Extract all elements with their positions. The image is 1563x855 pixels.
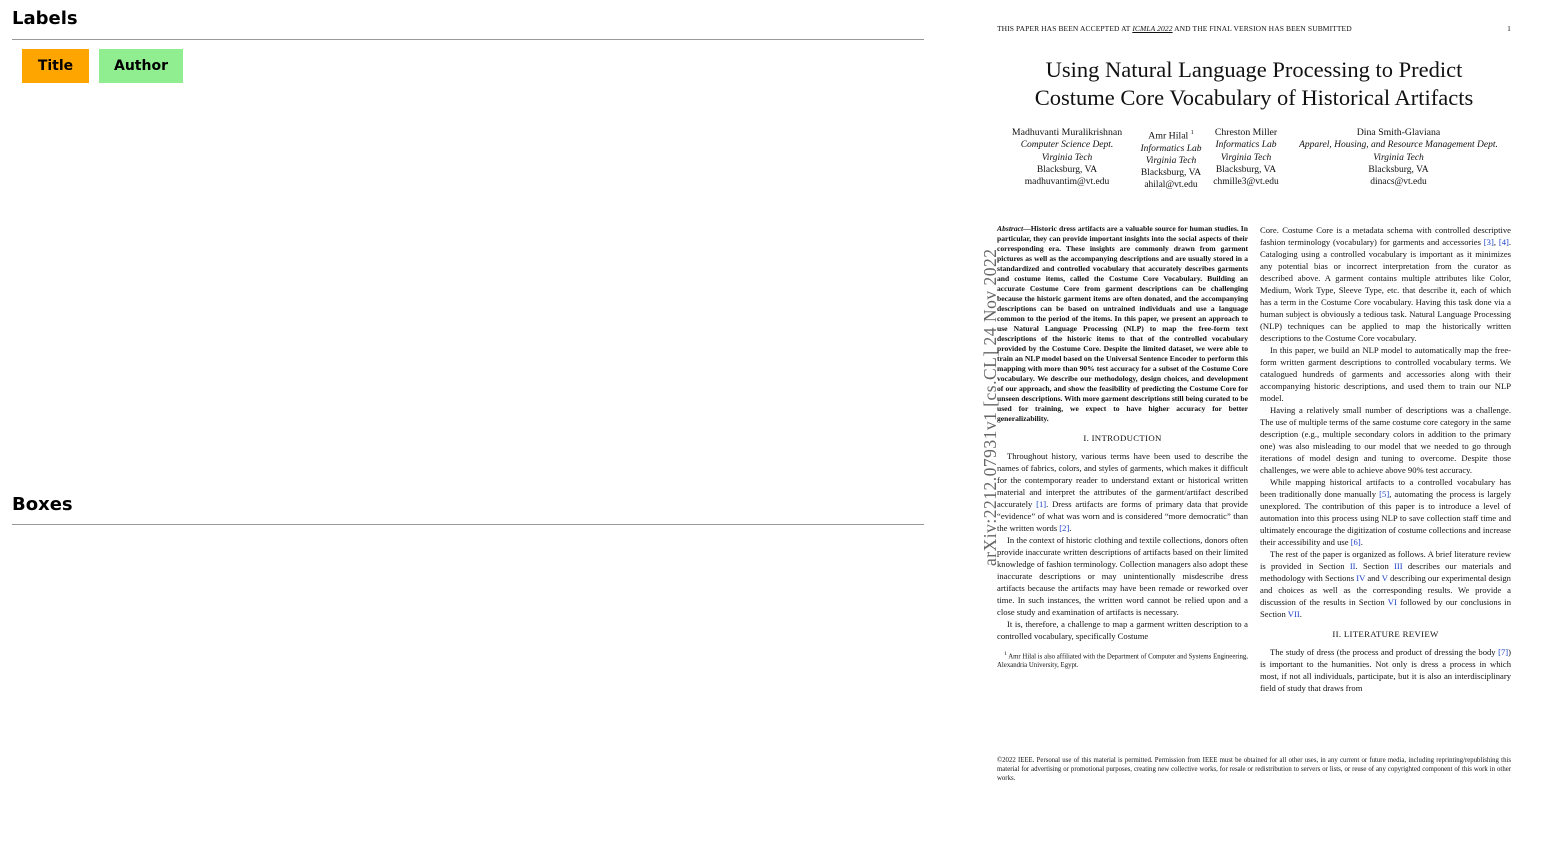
- text-run: While mapping historical artifacts to a controlled vocabulary has been traditionally done manually: [1260, 477, 1511, 499]
- author-name: Chreston Miller: [1214, 127, 1278, 138]
- text-run: . Cataloging using a controlled vocabulary is important as it minimizes any potential bias or incorrect interpretation from the curator as described above. A garment contains multiple attributes like Color, Medium, Work Type, Sleeve Type, etc. that describe it, each of which has a term in the Costume Core vocabulary. Having this task done via a human subject is obviously a tedious task. Natural Language Processing (NLP) techniques can be applied to map the historically written descriptions to the Costume Core vocabulary.: [1260, 237, 1512, 343]
- labels-divider: [12, 39, 924, 40]
- author-city: Blacksburg, VA: [1215, 164, 1277, 175]
- text-run: describing our experimental design and choices as well as the corresponding results. We provide a discussion of the results in Section: [1260, 573, 1511, 607]
- paper-title: [997, 56, 1511, 112]
- author-email: dinacs@vt.edu: [1370, 177, 1427, 188]
- author-dept: Apparel, Housing, and Resource Management Dept.: [1299, 140, 1498, 151]
- text-run: and: [1365, 573, 1382, 583]
- paragraph: [1260, 646, 1511, 694]
- section-link[interactable]: II: [1349, 561, 1356, 571]
- author-org: Virginia Tech: [1220, 152, 1272, 163]
- author-2: [1131, 127, 1211, 192]
- left-column: [997, 224, 1248, 670]
- section-heading-introduction: I. INTRODUCTION: [1083, 433, 1162, 443]
- text-run: . Dress artifacts are forms of primary data that provide “evidence” of what was worn and is considered “more democratic” than the written words: [997, 499, 1248, 533]
- text-run: .: [1069, 523, 1072, 533]
- header-venue: ICMLA 2022: [1132, 24, 1173, 33]
- text-run: , automating the process is largely unexplored. The contribution of this paper is to introduce a level of automation into this process using NLP to save collection staff time and ultimately encourage the digitization of costume collections and increase their accessibility and use: [1260, 489, 1511, 547]
- right-column: [1260, 224, 1511, 694]
- title-line-1: Using Natural Language Processing to Predict: [1045, 57, 1463, 82]
- header-tail: AND THE FINAL VERSION HAS BEEN SUBMITTED: [1172, 24, 1352, 33]
- footnote: [997, 650, 1248, 670]
- section-link[interactable]: V: [1381, 573, 1388, 583]
- author-affil-sup: 1: [1190, 130, 1194, 136]
- paragraph: [997, 450, 1248, 534]
- labels-section-title: Labels: [12, 8, 78, 29]
- paragraph: In this paper, we build an NLP model to automatically map the free-form written garment descriptions to controlled vocabulary terms. We catalogued hundreds of garments and accessories along with their accompanying historic descriptions, and used them to train our NLP model.: [1260, 345, 1511, 403]
- text-run: .: [1360, 537, 1363, 547]
- text-run: Core. Costume Core is a metadata schema with controlled descriptive fashion terminology (vocabulary) for garments and accessories: [1260, 225, 1511, 247]
- section-link[interactable]: VI: [1387, 597, 1397, 607]
- author-3: [1207, 127, 1285, 188]
- author-4: [1286, 127, 1511, 188]
- author-email: chmille3@vt.edu: [1213, 177, 1279, 188]
- text-run: describes our materials and methodology with Sections: [1260, 561, 1512, 583]
- text-run: . Section: [1355, 561, 1395, 571]
- section-heading-literature-review: II. LITERATURE REVIEW: [1332, 629, 1439, 639]
- arxiv-stamp-text: arXiv:2212.07931v1 [cs.CL] 24 Nov 2022: [980, 248, 1000, 566]
- citation-link[interactable]: [5]: [1379, 489, 1390, 499]
- text-run: ) is important to the humanities. Not only is dress a process in which most, if not all individuals, participate, but it is also an interdisciplinary field of study that draws from: [1260, 647, 1511, 693]
- citation-link[interactable]: [7]: [1498, 647, 1509, 657]
- paragraph: [1260, 476, 1511, 548]
- text-run: .: [1299, 609, 1302, 619]
- text-run: ,: [1493, 237, 1499, 247]
- boxes-divider: [12, 524, 924, 525]
- title-label-button[interactable]: Title: [22, 49, 89, 83]
- page-number: 1: [1507, 24, 1511, 33]
- paragraph: It is, therefore, a challenge to map a garment written description to a controlled vocabulary, specifically Costume: [997, 619, 1248, 641]
- paper-page-image[interactable]: [960, 0, 1563, 855]
- author-city: Blacksburg, VA: [1368, 164, 1429, 175]
- citation-link[interactable]: [3]: [1483, 237, 1494, 247]
- author-city: Blacksburg, VA: [1140, 168, 1202, 179]
- citation-link[interactable]: [2]: [1059, 523, 1070, 533]
- author-org: Virginia Tech: [1373, 152, 1424, 163]
- paragraph: [1260, 548, 1511, 620]
- paragraph: Having a relatively small number of descriptions was a challenge. The use of multiple terms of the same costume core category in the same description (e.g., multiple secondary colors in addition to the primary one) was also misleading to our model that we needed to go through iterations of model design and tuning to overcome. Despite those challenges, we were able to achieve above 90% test accuracy.: [1260, 405, 1511, 475]
- author-dept: Computer Science Dept.: [1020, 140, 1114, 151]
- citation-link[interactable]: [6]: [1350, 537, 1361, 547]
- arxiv-stamp: [958, 216, 1000, 566]
- paragraph: [1260, 224, 1511, 344]
- section-link[interactable]: III: [1394, 561, 1403, 571]
- text-run: The study of dress (the process and product of dressing the body: [1270, 647, 1499, 657]
- text-run: The rest of the paper is organized as follows. A brief literature review is provided in Section: [1260, 549, 1511, 571]
- text-run: Throughout history, various terms have been used to describe the names of fabrics, colors, and styles of garments, which makes it difficult for the contemporary reader to understand extant or historical written material and interpret the attributes of the garment/artifact described accurately: [997, 451, 1248, 509]
- author-1: [997, 127, 1137, 188]
- author-name: Dina Smith-Glaviana: [1356, 127, 1441, 138]
- header-text: THIS PAPER HAS BEEN ACCEPTED AT: [997, 24, 1133, 33]
- abstract: [997, 224, 1248, 424]
- abstract-body: —Historic dress artifacts are a valuable source for human studies. In particular, they can provide important insights into the social aspects of their corresponding era. These insights are commonly drawn from garment pictures as well as the accompanying descriptions and are usually stored in a standardized and controlled vocabulary that accurately describes garments and costume items, called the Costume Core Vocabulary. Building an accurate Costume Core from garment descriptions can be challenging because the historic garment items are often donated, and the accompanying descriptions can be based on untrained individuals and use a language common to the period of the items. In this paper, we present an approach to use Natural Language Processing (NLP) to map the free-form text descriptions of the historic items to that of the controlled vocabulary provided by the Costume Core. Despite the limited dataset, we were able to train an NLP model based on the Universal Sentence Encoder to perform this mapping with more than 90% test accuracy for a subset of the Costume Core vocabulary. We describe our methodology, design choices, and development of our approach, and show the feasibility of predicting the Costume Core for unseen descriptions. With more garment descriptions still being curated to be used for training, we expect to have higher accuracy for better generalizability.: [997, 224, 1248, 423]
- abstract-lead: Abstract: [997, 224, 1024, 233]
- section-link[interactable]: IV: [1356, 573, 1366, 583]
- author-org: Virginia Tech: [1145, 155, 1197, 166]
- author-name: Madhuvanti Muralikrishnan: [1011, 127, 1123, 138]
- author-dept: Informatics Lab: [1140, 143, 1202, 154]
- author-dept: Informatics Lab: [1215, 140, 1277, 151]
- running-header: [997, 24, 1511, 33]
- author-org: Virginia Tech: [1041, 152, 1093, 163]
- footnote-marker: 1: [1004, 651, 1007, 657]
- author-email: ahilal@vt.edu: [1144, 180, 1198, 191]
- citation-link[interactable]: [1]: [1036, 499, 1047, 509]
- title-line-2: Costume Core Vocabulary of Historical Artifacts: [1034, 85, 1474, 110]
- footnote-text: Amr Hilal is also affiliated with the Department of Computer and Systems Engineering, Alexandria University, Egypt.: [997, 653, 1248, 670]
- author-name: Amr Hilal: [1148, 130, 1189, 142]
- copyright-notice: ©2022 IEEE. Personal use of this material is permitted. Permission from IEEE must be obtained for all other uses, in any current or future media, including reprinting/republishing this material for advertising or promotional purposes, creating new collective works, for resale or redistribution to servers or lists, or reuse of any copyrighted component of this work in other works.: [997, 757, 1511, 783]
- text-run: followed by our conclusions in Section: [1260, 597, 1511, 619]
- author-city: Blacksburg, VA: [1036, 164, 1098, 175]
- author-label-button[interactable]: Author: [99, 49, 183, 83]
- section-link[interactable]: VII: [1287, 609, 1300, 619]
- citation-link[interactable]: [4]: [1498, 237, 1509, 247]
- author-email: madhuvantim@vt.edu: [1024, 177, 1110, 188]
- paragraph: In the context of historic clothing and textile collections, donors often provide inaccurate written descriptions of artifacts based on their limited knowledge of fashion terminology. Collection managers also adopt these inaccurate descriptions or may unintentionally misdescribe dress artifacts because the artifacts may have been remade or reworked over time. In such instances, the written word cannot be relied upon and a close study and examination of artifacts is necessary.: [997, 535, 1248, 617]
- boxes-section-title: Boxes: [12, 494, 73, 515]
